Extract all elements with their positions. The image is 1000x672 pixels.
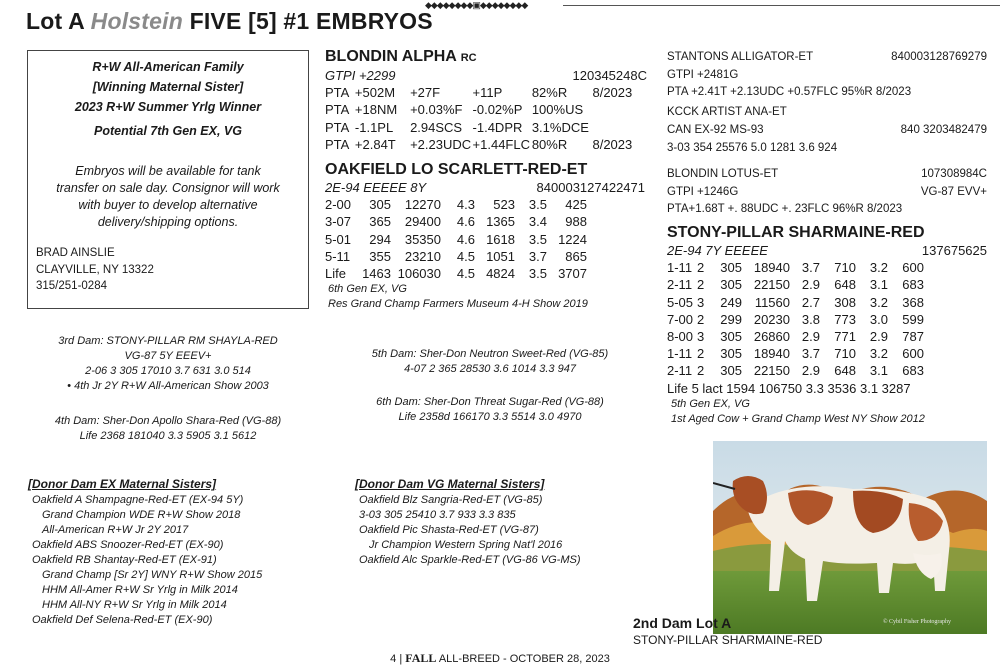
- dam-record-cell: 3-07: [325, 214, 352, 230]
- breed-label: Holstein: [90, 8, 183, 34]
- header-ornament: ◆◆◆◆◆◆◆◆▣◆◆◆◆◆◆◆◆: [425, 0, 528, 10]
- sire-pta-cell: -0.02%P: [472, 102, 523, 118]
- dam-records-table: [325, 196, 587, 282]
- cow-photo: [713, 441, 987, 634]
- second-dam-record-cell: 2: [697, 277, 705, 293]
- dam-record-cell: 988: [565, 214, 587, 230]
- sire-reg: 120345248C: [572, 68, 647, 83]
- second-dam-record-cell: 3: [697, 294, 705, 310]
- dam-record-cell: Life: [325, 266, 346, 282]
- sire-pta-cell: 100%US: [531, 102, 584, 118]
- second-dam-record-cell: 2-11: [667, 277, 693, 293]
- sister-line: HHM All-NY R+W Sr Yrlg in Milk 2014: [42, 599, 227, 611]
- dam-record-row: [325, 265, 587, 282]
- second-dam-record-cell: 771: [834, 329, 856, 345]
- sire-pta-cell: PTA: [325, 136, 350, 152]
- sister-line: Oakfield Def Selena-Red-ET (EX-90): [32, 614, 213, 626]
- dam-record-cell: 4.6: [456, 214, 475, 230]
- vg-sisters-heading: [Donor Dam VG Maternal Sisters]: [355, 477, 545, 491]
- second-dam-record-row: [667, 345, 924, 362]
- dam-record-cell: 3.5: [528, 266, 547, 282]
- sire-pta-cell: 8/2023: [592, 85, 633, 101]
- sire-pta-cell: 3.1%DCE: [531, 119, 589, 135]
- second-dam-record-cell: 26860: [753, 329, 790, 345]
- dam-record-cell: 5-11: [325, 248, 351, 264]
- note-line: Embryos will be available for tank: [75, 164, 261, 178]
- third-dam-line: 3rd Dam: STONY-PILLAR RM SHAYLA-RED: [58, 335, 278, 347]
- dam-record-cell: 106030: [397, 266, 441, 282]
- sire-sire-gtpi: GTPI +2481G: [667, 68, 739, 81]
- sire-pta-table: [325, 84, 647, 153]
- second-dam-note: 5th Gen EX, VG: [671, 397, 750, 410]
- second-dam-record-cell: 683: [902, 363, 924, 379]
- dam-record-cell: 1463: [362, 266, 391, 282]
- second-dam-record-cell: 3.2: [869, 260, 888, 276]
- dam-sire-row: [667, 167, 987, 183]
- third-dam-line: 2-06 3 305 17010 3.7 631 3.0 514: [85, 365, 251, 377]
- sire-pta-cell: +27F: [410, 85, 441, 101]
- header-rule: [563, 5, 1000, 6]
- second-dam-record-cell: 1-11: [667, 260, 693, 276]
- sister-line: Oakfield Pic Shasta-Red-ET (VG-87): [359, 524, 539, 536]
- sire-pta-row: [325, 136, 647, 153]
- dam-record-cell: 365: [369, 214, 391, 230]
- second-dam-record-cell: 305: [720, 260, 742, 276]
- second-dam-life: Life 5 lact 1594 106750 3.3 3536 3.1 3287: [667, 380, 911, 396]
- sire-pta-cell: +2.84T: [354, 136, 396, 152]
- sire-pta-row: [325, 101, 647, 118]
- sire-sire-block: [667, 50, 987, 101]
- sister-line: Oakfield Blz Sangria-Red-ET (VG-85): [359, 494, 543, 506]
- dam-record-cell: 12270: [404, 197, 441, 213]
- second-dam-record-cell: 20230: [753, 311, 790, 327]
- second-dam-record-cell: 710: [834, 346, 856, 362]
- info-box: [27, 50, 309, 309]
- second-dam-record-cell: 3.2: [869, 294, 888, 310]
- second-dam-record-row: [667, 362, 924, 379]
- dam-record-cell: 3707: [558, 266, 587, 282]
- second-dam-record-cell: 305: [720, 346, 742, 362]
- sister-line: HHM All-Amer R+W Sr Yrlg in Milk 2014: [42, 584, 238, 596]
- sire-pta-cell: [592, 119, 647, 136]
- second-dam-record-cell: 5-05: [667, 294, 694, 310]
- dam-record-cell: 3.4: [528, 214, 547, 230]
- sire-pta-cell: 8/2023: [592, 136, 633, 152]
- second-dam-record-cell: 305: [720, 363, 742, 379]
- second-dam-record-cell: 305: [720, 277, 742, 293]
- second-dam-record-cell: 599: [902, 311, 924, 327]
- dam-record-cell: 3.7: [528, 248, 547, 264]
- second-dam-record-cell: 648: [834, 363, 856, 379]
- sire-dam-reg: 840 3203482479: [900, 123, 987, 136]
- dam-sire-reg: 107308984C: [921, 168, 987, 180]
- second-dam-record-cell: 22150: [753, 363, 790, 379]
- sire-pta-cell: PTA: [325, 85, 350, 101]
- second-dam-record-cell: 2.9: [869, 329, 888, 345]
- third-dam-line: VG-87 5Y EEEV+: [124, 350, 212, 362]
- dam-record-row: [325, 231, 587, 248]
- dam-record-cell: 23210: [404, 248, 441, 264]
- sire-pta-cell: -1.1PL: [354, 119, 394, 135]
- sister-line: All-American R+W Jr 2Y 2017: [42, 524, 189, 536]
- dam-record-cell: 1365: [486, 214, 515, 230]
- dam-record-cell: 2-00: [325, 197, 352, 213]
- dam-sire-name: BLONDIN LOTUS-ET: [667, 168, 779, 180]
- sire-pta-cell: +18NM: [354, 102, 398, 118]
- sire-pta-cell: +502M: [354, 85, 396, 101]
- dam-record-cell: 425: [565, 197, 587, 213]
- fourth-dam-line: 4th Dam: Sher-Don Apollo Shara-Red (VG-88): [54, 415, 282, 427]
- sire-dam-record: 3-03 354 25576 5.0 1281 3.6 924: [667, 142, 838, 154]
- sister-line: Oakfield RB Shantay-Red-ET (EX-91): [32, 554, 217, 566]
- second-dam-record-row: [667, 294, 924, 311]
- sister-line: Oakfield ABS Snoozer-Red-ET (EX-90): [32, 539, 224, 551]
- sire-pta-cell: [592, 101, 647, 118]
- second-dam-record-cell: 8-00: [667, 329, 694, 345]
- second-dam-record-cell: 1-11: [667, 346, 693, 362]
- second-dam-records-table: [667, 259, 924, 379]
- sire-pta-cell: PTA: [325, 102, 350, 118]
- consignor-phone: 315/251-0284: [36, 280, 107, 292]
- second-dam-reg: 137675625: [921, 243, 987, 258]
- sire-sire-reg: 840003128769279: [891, 51, 987, 63]
- sister-line: Grand Champ [Sr 2Y] WNY R+W Show 2015: [42, 569, 263, 581]
- second-dam-record-cell: 3.1: [869, 277, 888, 293]
- dam-record-cell: 305: [369, 197, 391, 213]
- second-dam-name: STONY-PILLAR SHARMAINE-RED: [667, 224, 925, 241]
- title-rest: FIVE [5] #1 EMBRYOS: [189, 8, 433, 34]
- sire-pta-row: [325, 84, 647, 101]
- dam-record-cell: 4.5: [456, 266, 475, 282]
- second-dam-record-row: [667, 259, 924, 276]
- sister-line: Grand Champion WDE R+W Show 2018: [42, 509, 241, 521]
- dam-record-cell: 523: [493, 197, 515, 213]
- consignor-city: CLAYVILLE, NY 13322: [36, 263, 154, 276]
- sire-pta-cell: 80%R: [531, 136, 568, 152]
- second-dam-record-cell: 3.2: [869, 346, 888, 362]
- dam-record-row: [325, 248, 587, 265]
- sire-block: [325, 48, 647, 153]
- second-dam-record-cell: 305: [720, 329, 742, 345]
- third-dam-line: • 4th Jr 2Y R+W All-American Show 2003: [67, 380, 269, 392]
- dam-record-row: [325, 213, 587, 230]
- sister-line: 3-03 305 25410 3.7 933 3.3 835: [359, 509, 516, 521]
- second-dam-record-row: [667, 311, 924, 328]
- dam-reg: 840003127422471: [536, 180, 645, 195]
- dam-name: OAKFIELD LO SCARLETT-RED-ET: [325, 161, 588, 178]
- dam-class-row: [325, 179, 647, 196]
- dam-record-cell: 29400: [404, 214, 441, 230]
- second-dam-record-cell: 249: [720, 294, 742, 310]
- third-dam-block: [28, 334, 308, 394]
- second-dam-record-cell: 18940: [753, 260, 790, 276]
- dam-sire-block: [667, 167, 987, 218]
- dam-record-cell: 35350: [404, 231, 441, 247]
- fourth-dam-block: [28, 414, 308, 444]
- second-dam-record-cell: 3.1: [869, 363, 888, 379]
- sister-line: Oakfield A Shampagne-Red-ET (EX-94 5Y): [32, 494, 244, 506]
- note-line: with buyer to develop alternative: [78, 198, 258, 212]
- second-dam-class: 2E-94 7Y EEEEE: [667, 243, 768, 258]
- fifth-dam-line: 4-07 2 365 28530 3.6 1014 3.3 947: [404, 363, 576, 375]
- dam-record-cell: 1051: [486, 248, 515, 264]
- second-dam-record-cell: 299: [720, 311, 742, 327]
- sire-gtpi-row: [325, 67, 647, 84]
- dam-record-cell: 4.5: [456, 248, 475, 264]
- consignor-contact: [36, 245, 308, 295]
- second-dam-record-cell: 773: [834, 311, 856, 327]
- sire-suffix: RC: [460, 52, 477, 64]
- dam-sire-gtpi: GTPI +1246G: [667, 185, 739, 198]
- fourth-dam-line: Life 2368 181040 3.3 5905 3.1 5612: [79, 430, 257, 442]
- footer-brand: FALL: [405, 651, 437, 665]
- dam-record-row: [325, 196, 587, 213]
- second-dam-record-cell: 3: [697, 329, 705, 345]
- page-title: [26, 8, 433, 35]
- sixth-dam-line: Life 2358d 166170 3.3 5514 3.0 4970: [398, 411, 582, 423]
- sire-pta-cell: +2.23UDC: [410, 136, 472, 152]
- sister-line: Jr Champion Western Spring Nat'l 2016: [369, 539, 563, 551]
- second-dam-record-cell: 11560: [754, 294, 790, 310]
- sire-dam-name: KCCK ARTIST ANA-ET: [667, 106, 787, 118]
- dam-record-cell: 5-01: [325, 231, 352, 247]
- second-dam-record-cell: 2-11: [667, 363, 693, 379]
- second-dam-note: 1st Aged Cow + Grand Champ West NY Show 2012: [671, 412, 925, 425]
- sire-pta-cell: +11P: [472, 85, 503, 101]
- sixth-dam-line: 6th Dam: Sher-Don Threat Sugar-Red (VG-88): [376, 396, 604, 408]
- sire-dam-class-row: [667, 123, 987, 139]
- second-dam-record-cell: 2: [697, 311, 705, 327]
- second-dam-record-cell: 710: [834, 260, 856, 276]
- second-dam-record-cell: 787: [902, 329, 924, 345]
- dam-record-cell: 294: [369, 231, 391, 247]
- fifth-dam-line: 5th Dam: Sher-Don Neutron Sweet-Red (VG-85): [371, 348, 609, 360]
- info-line: [Winning Maternal Sister]: [92, 80, 244, 94]
- sire-pta-cell: PTA: [325, 119, 350, 135]
- second-dam-record-cell: 600: [902, 346, 924, 362]
- second-dam-record-cell: 648: [834, 277, 856, 293]
- info-highlights: [28, 57, 308, 141]
- sire-dam-block: [667, 105, 987, 157]
- ex-sisters-block: [28, 477, 328, 628]
- sire-pta-cell: +0.03%F: [410, 102, 463, 118]
- note-line: delivery/shipping options.: [97, 215, 239, 229]
- second-dam-record-cell: 2.7: [801, 294, 820, 310]
- cow-photo-image: [713, 441, 987, 634]
- second-dam-record-cell: 308: [834, 294, 856, 310]
- sire-gtpi: GTPI +2299: [325, 68, 396, 83]
- photo-caption-name: STONY-PILLAR SHARMAINE-RED: [633, 633, 823, 647]
- second-dam-record-row: [667, 276, 924, 293]
- sire-name-text: BLONDIN ALPHA: [325, 48, 457, 65]
- second-dam-record-cell: 2: [697, 346, 705, 362]
- sire-sire-row: [667, 50, 987, 66]
- sire-dam-class: CAN EX-92 MS-93: [667, 123, 764, 136]
- page-number: 4: [390, 653, 397, 665]
- dam-record-cell: 4.3: [456, 197, 475, 213]
- second-dam-block: [667, 224, 987, 427]
- second-dam-record-cell: 3.7: [801, 260, 820, 276]
- second-dam-record-cell: 3.7: [801, 346, 820, 362]
- sister-line: Oakfield Alc Sparkle-Red-ET (VG-86 VG-MS): [359, 554, 581, 566]
- fifth-dam-block: [340, 347, 640, 377]
- lot-label: Lot A: [26, 8, 85, 34]
- sire-name: [325, 48, 647, 66]
- second-dam-record-row: [667, 328, 924, 345]
- page-footer: 4 | FALL ALL-BREED - OCTOBER 28, 2023: [390, 651, 610, 665]
- info-line: R+W All-American Family: [92, 60, 244, 74]
- second-dam-record-cell: 2.9: [801, 277, 820, 293]
- second-dam-record-cell: 368: [902, 294, 924, 310]
- dam-record-cell: 1224: [558, 231, 587, 247]
- dam-sire-pta: PTA+1.68T +. 88UDC +. 23FLC 96%R 8/2023: [667, 203, 903, 215]
- sire-sire-pta: PTA +2.41T +2.13UDC +0.57FLC 95%R 8/2023: [667, 86, 912, 98]
- dam-record-cell: 865: [565, 248, 587, 264]
- consignor-name: BRAD AINSLIE: [36, 247, 115, 259]
- second-dam-record-cell: 18940: [753, 346, 790, 362]
- dam-record-cell: 1618: [486, 231, 515, 247]
- sire-sire-name: STANTONS ALLIGATOR-ET: [667, 51, 814, 63]
- photo-caption-title: 2nd Dam Lot A: [633, 615, 732, 631]
- dam-block: [325, 161, 647, 312]
- dam-note: 6th Gen EX, VG: [328, 283, 407, 296]
- dam-record-cell: 3.5: [528, 231, 547, 247]
- note-line: transfer on sale day. Consignor will work: [56, 181, 280, 195]
- dam-record-cell: 3.5: [528, 197, 547, 213]
- info-line: Potential 7th Gen EX, VG: [94, 124, 242, 138]
- dam-sire-gtpi-row: [667, 185, 987, 201]
- photo-watermark: © Cybil Fisher Photography: [883, 619, 952, 625]
- sire-pta-cell: -1.4DPR: [472, 119, 523, 135]
- dam-record-cell: 4.6: [456, 231, 475, 247]
- second-dam-record-cell: 600: [902, 260, 924, 276]
- sire-pta-row: [325, 119, 647, 136]
- footer-text: ALL-BREED - OCTOBER 28, 2023: [438, 653, 610, 665]
- sire-pta-cell: 2.94SCS: [410, 119, 463, 135]
- second-dam-class-row: [667, 242, 987, 259]
- dam-sire-class: VG-87 EVV+: [920, 185, 987, 198]
- vg-sisters-block: [355, 477, 655, 568]
- second-dam-record-cell: 3.0: [869, 311, 888, 327]
- second-dam-record-cell: 7-00: [667, 311, 694, 327]
- ex-sisters-heading: [Donor Dam EX Maternal Sisters]: [28, 477, 217, 491]
- sixth-dam-block: [340, 395, 640, 425]
- second-dam-record-cell: 683: [902, 277, 924, 293]
- dam-record-cell: 355: [369, 248, 391, 264]
- second-dam-record-cell: 2: [697, 260, 705, 276]
- sire-pta-cell: +1.44FLC: [472, 136, 530, 152]
- info-line: 2023 R+W Summer Yrlg Winner: [74, 100, 262, 114]
- second-dam-record-cell: 2: [697, 363, 705, 379]
- dam-class: 2E-94 EEEEE 8Y: [325, 180, 427, 195]
- embryo-note: [28, 163, 308, 231]
- second-dam-record-cell: 2.9: [801, 363, 820, 379]
- second-dam-record-cell: 3.8: [801, 311, 820, 327]
- sire-pta-cell: 82%R: [531, 85, 568, 101]
- second-dam-record-cell: 2.9: [801, 329, 820, 345]
- dam-record-cell: 4824: [486, 266, 515, 282]
- dam-note: Res Grand Champ Farmers Museum 4-H Show 2019: [328, 298, 588, 311]
- second-dam-record-cell: 22150: [753, 277, 790, 293]
